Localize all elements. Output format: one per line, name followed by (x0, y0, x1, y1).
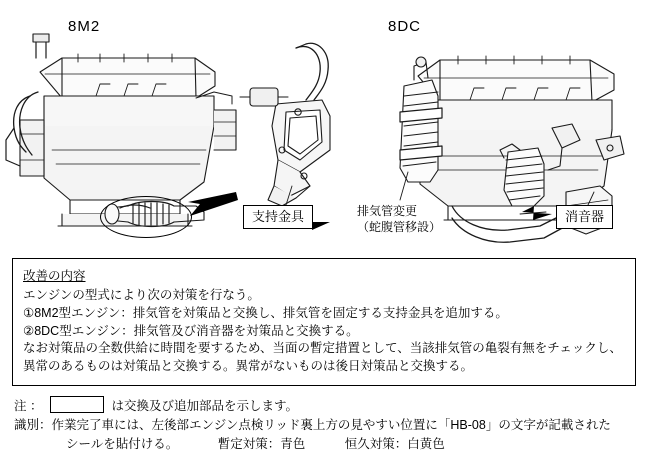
callout-support-bracket: 支持金具 (243, 205, 313, 229)
engine-title-8dc: 8DC (388, 18, 422, 35)
label-exhaust-pipe-change-line2: （蛇腹管移設） (357, 220, 442, 235)
ident-text-1: 作業完了車には、左後部エンジン点検リッド裏上方の見やすい位置に「HB-08」の文字が記載された (51, 417, 611, 432)
improvement-panel (12, 258, 636, 386)
ident-label: 識別： (14, 417, 52, 432)
highlight-ellipse-bellows (100, 196, 192, 238)
note-line (14, 396, 636, 416)
note-text: は交換及び追加部品を示します。 (111, 399, 298, 413)
permanent-measure-color: 恒久対策：白黄色 (344, 436, 445, 451)
label-exhaust-pipe-change (357, 203, 441, 235)
improvement-line-1: エンジンの型式により次の対策を行なう。 (23, 288, 260, 302)
ident-line-2 (14, 435, 636, 454)
footer-notes (14, 396, 636, 453)
label-exhaust-pipe-change-line1: 排気管変更 (357, 204, 418, 218)
improvement-line-3: ②8DC型エンジン：排気管及び消音器を対策品と交換する。 (23, 323, 359, 338)
engine-title-8m2: 8M2 (68, 18, 101, 35)
improvement-line-4: なお対策品の全数供給に時間を要するため、当面の暫定措置として、当該排気管の亀裂有無をチェックし、 (23, 341, 622, 356)
ident-text-2: シールを貼付ける。 (66, 436, 179, 451)
part-color-swatch (50, 396, 104, 413)
ident-line-1 (14, 416, 636, 435)
improvement-line-5: 異常のあるものは対策品と交換する。異常がないものは後日対策品と交換する。 (23, 359, 474, 373)
note-label: 注 ： (14, 399, 43, 413)
improvement-line-2: ①8M2型エンジン：排気管を対策品と交換し、排気管を固定する支持金具を追加する。 (23, 305, 508, 320)
callout-muffler: 消音器 (556, 205, 613, 229)
improvement-heading: 改善の内容 (23, 269, 86, 283)
temporary-measure-color: 暫定対策：青色 (217, 436, 306, 451)
